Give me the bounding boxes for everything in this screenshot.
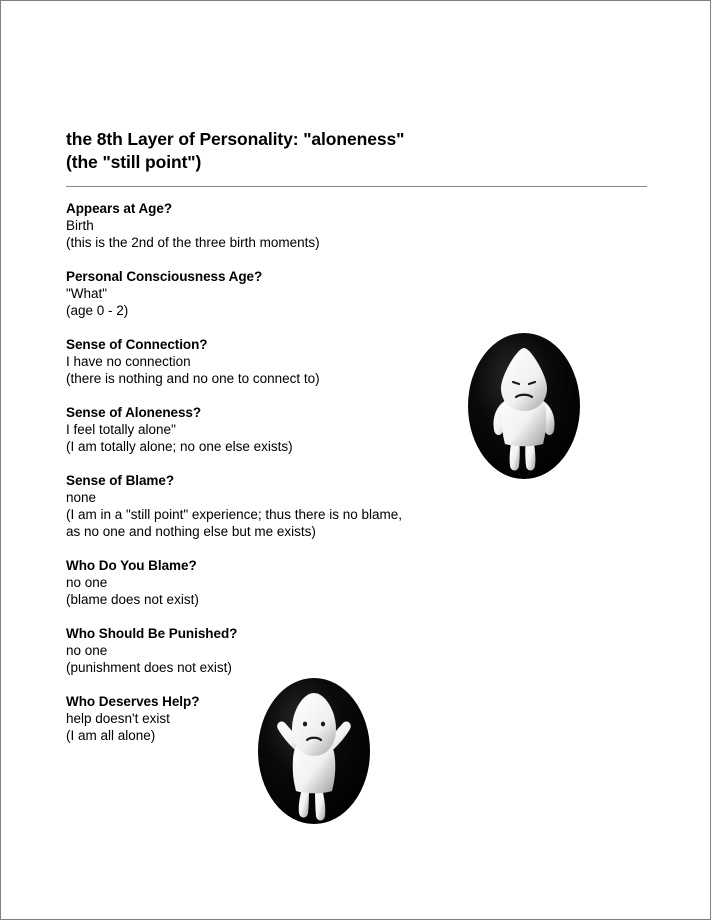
question-label: Who Do You Blame? bbox=[66, 558, 197, 573]
question-label: Who Should Be Punished? bbox=[66, 626, 238, 641]
answer-text: I have no connection bbox=[66, 354, 191, 369]
question-label: Sense of Aloneness? bbox=[66, 405, 202, 420]
question-label: Appears at Age? bbox=[66, 201, 173, 216]
answer-note: (there is nothing and no one to connect to) bbox=[66, 371, 320, 386]
answer-text: help doesn't exist bbox=[66, 711, 170, 726]
answer-note: (blame does not exist) bbox=[66, 592, 199, 607]
answer-note: (this is the 2nd of the three birth moments) bbox=[66, 235, 320, 250]
answer-text: I feel totally alone" bbox=[66, 422, 176, 437]
qa-section-appears-at-age bbox=[66, 200, 666, 251]
page-title-line-1: the 8th Layer of Personality: "aloneness" bbox=[66, 129, 405, 149]
question-label: Personal Consciousness Age? bbox=[66, 269, 263, 284]
answer-text: Birth bbox=[66, 218, 94, 233]
answer-note: (age 0 - 2) bbox=[66, 303, 129, 318]
answer-text: none bbox=[66, 490, 97, 505]
qa-section-sense-of-blame bbox=[66, 472, 666, 540]
answer-note: (punishment does not exist) bbox=[66, 660, 232, 675]
page-title bbox=[66, 128, 666, 174]
question-label: Sense of Blame? bbox=[66, 473, 175, 488]
title-divider bbox=[66, 186, 647, 187]
qa-section-who-should-be-punished bbox=[66, 625, 666, 676]
qa-section-personal-consciousness-age bbox=[66, 268, 666, 319]
answer-note: (I am all alone) bbox=[66, 728, 156, 743]
answer-note: (I am in a "still point" experience; thus there is no blame, bbox=[66, 507, 402, 522]
answer-note-continued: as no one and nothing else but me exists) bbox=[66, 524, 316, 539]
lone-figure-arms-down-illustration bbox=[467, 332, 581, 482]
qa-section-who-do-you-blame bbox=[66, 557, 666, 608]
answer-text: no one bbox=[66, 643, 108, 658]
lone-figure-arms-raised-illustration bbox=[257, 677, 371, 827]
answer-text: "What" bbox=[66, 286, 108, 301]
question-label: Who Deserves Help? bbox=[66, 694, 200, 709]
page-title-line-2: (the "still point") bbox=[66, 152, 202, 172]
answer-note: (I am totally alone; no one else exists) bbox=[66, 439, 293, 454]
question-label: Sense of Connection? bbox=[66, 337, 208, 352]
answer-text: no one bbox=[66, 575, 108, 590]
